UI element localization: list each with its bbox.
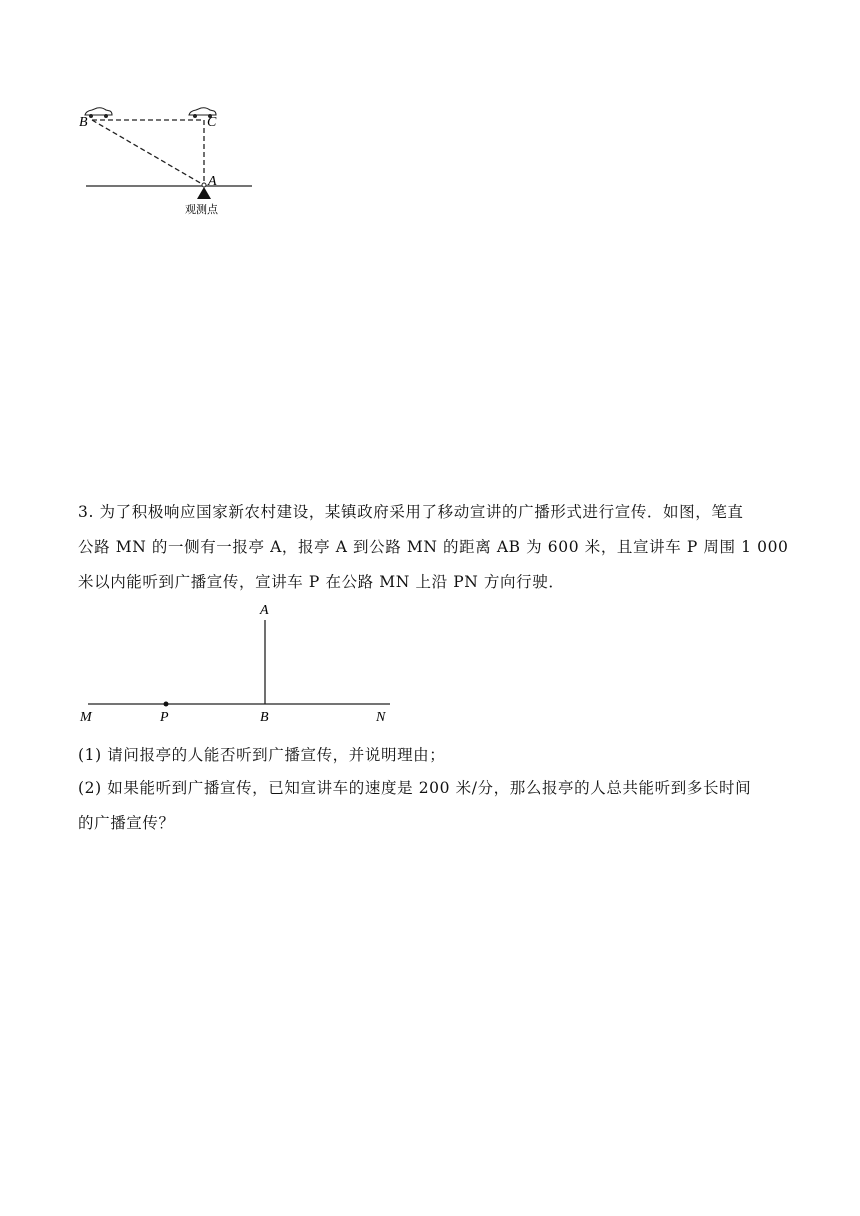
problem-3-text xyxy=(78,495,788,600)
point-p xyxy=(164,702,169,707)
label-a: A xyxy=(208,174,217,189)
caption-observation-point: 观测点 xyxy=(185,203,218,216)
road-diagram xyxy=(70,598,410,728)
segment-ba xyxy=(92,120,202,184)
label-m: M xyxy=(80,710,92,725)
point-a xyxy=(202,183,206,187)
question-line: 的广播宣传？ xyxy=(78,814,175,832)
question-1: (1) 请问报亭的人能否听到广播宣传，并说明理由； xyxy=(78,746,446,764)
label-a: A xyxy=(260,603,269,618)
problem-line: 公路 MN 的一侧有一报亭 A，报亭 A 到公路 MN 的距离 AB 为 600 米，且宣讲车 P 周围 1 000 xyxy=(78,538,789,556)
car-icon xyxy=(85,108,112,118)
label-n: N xyxy=(376,710,386,725)
question-line: (2) 如果能听到广播宣传，已知宣讲车的速度是 200 米/分，那么报亭的人总共能听到多长时间 xyxy=(78,779,752,797)
label-p: P xyxy=(160,710,169,725)
figure-road xyxy=(70,598,410,728)
problem-line: 3. 为了积极响应国家新农村建设，某镇政府采用了移动宣讲的广播形式进行宣传．如图，笔直 xyxy=(78,503,744,521)
observation-diagram xyxy=(70,95,270,225)
figure-observation xyxy=(70,95,270,225)
question-2 xyxy=(78,771,788,841)
problem-line: 米以内能听到广播宣传，宣讲车 P 在公路 MN 上沿 PN 方向行驶． xyxy=(78,573,565,591)
label-b: B xyxy=(79,115,88,130)
label-b: B xyxy=(260,710,269,725)
label-c: C xyxy=(207,115,217,130)
